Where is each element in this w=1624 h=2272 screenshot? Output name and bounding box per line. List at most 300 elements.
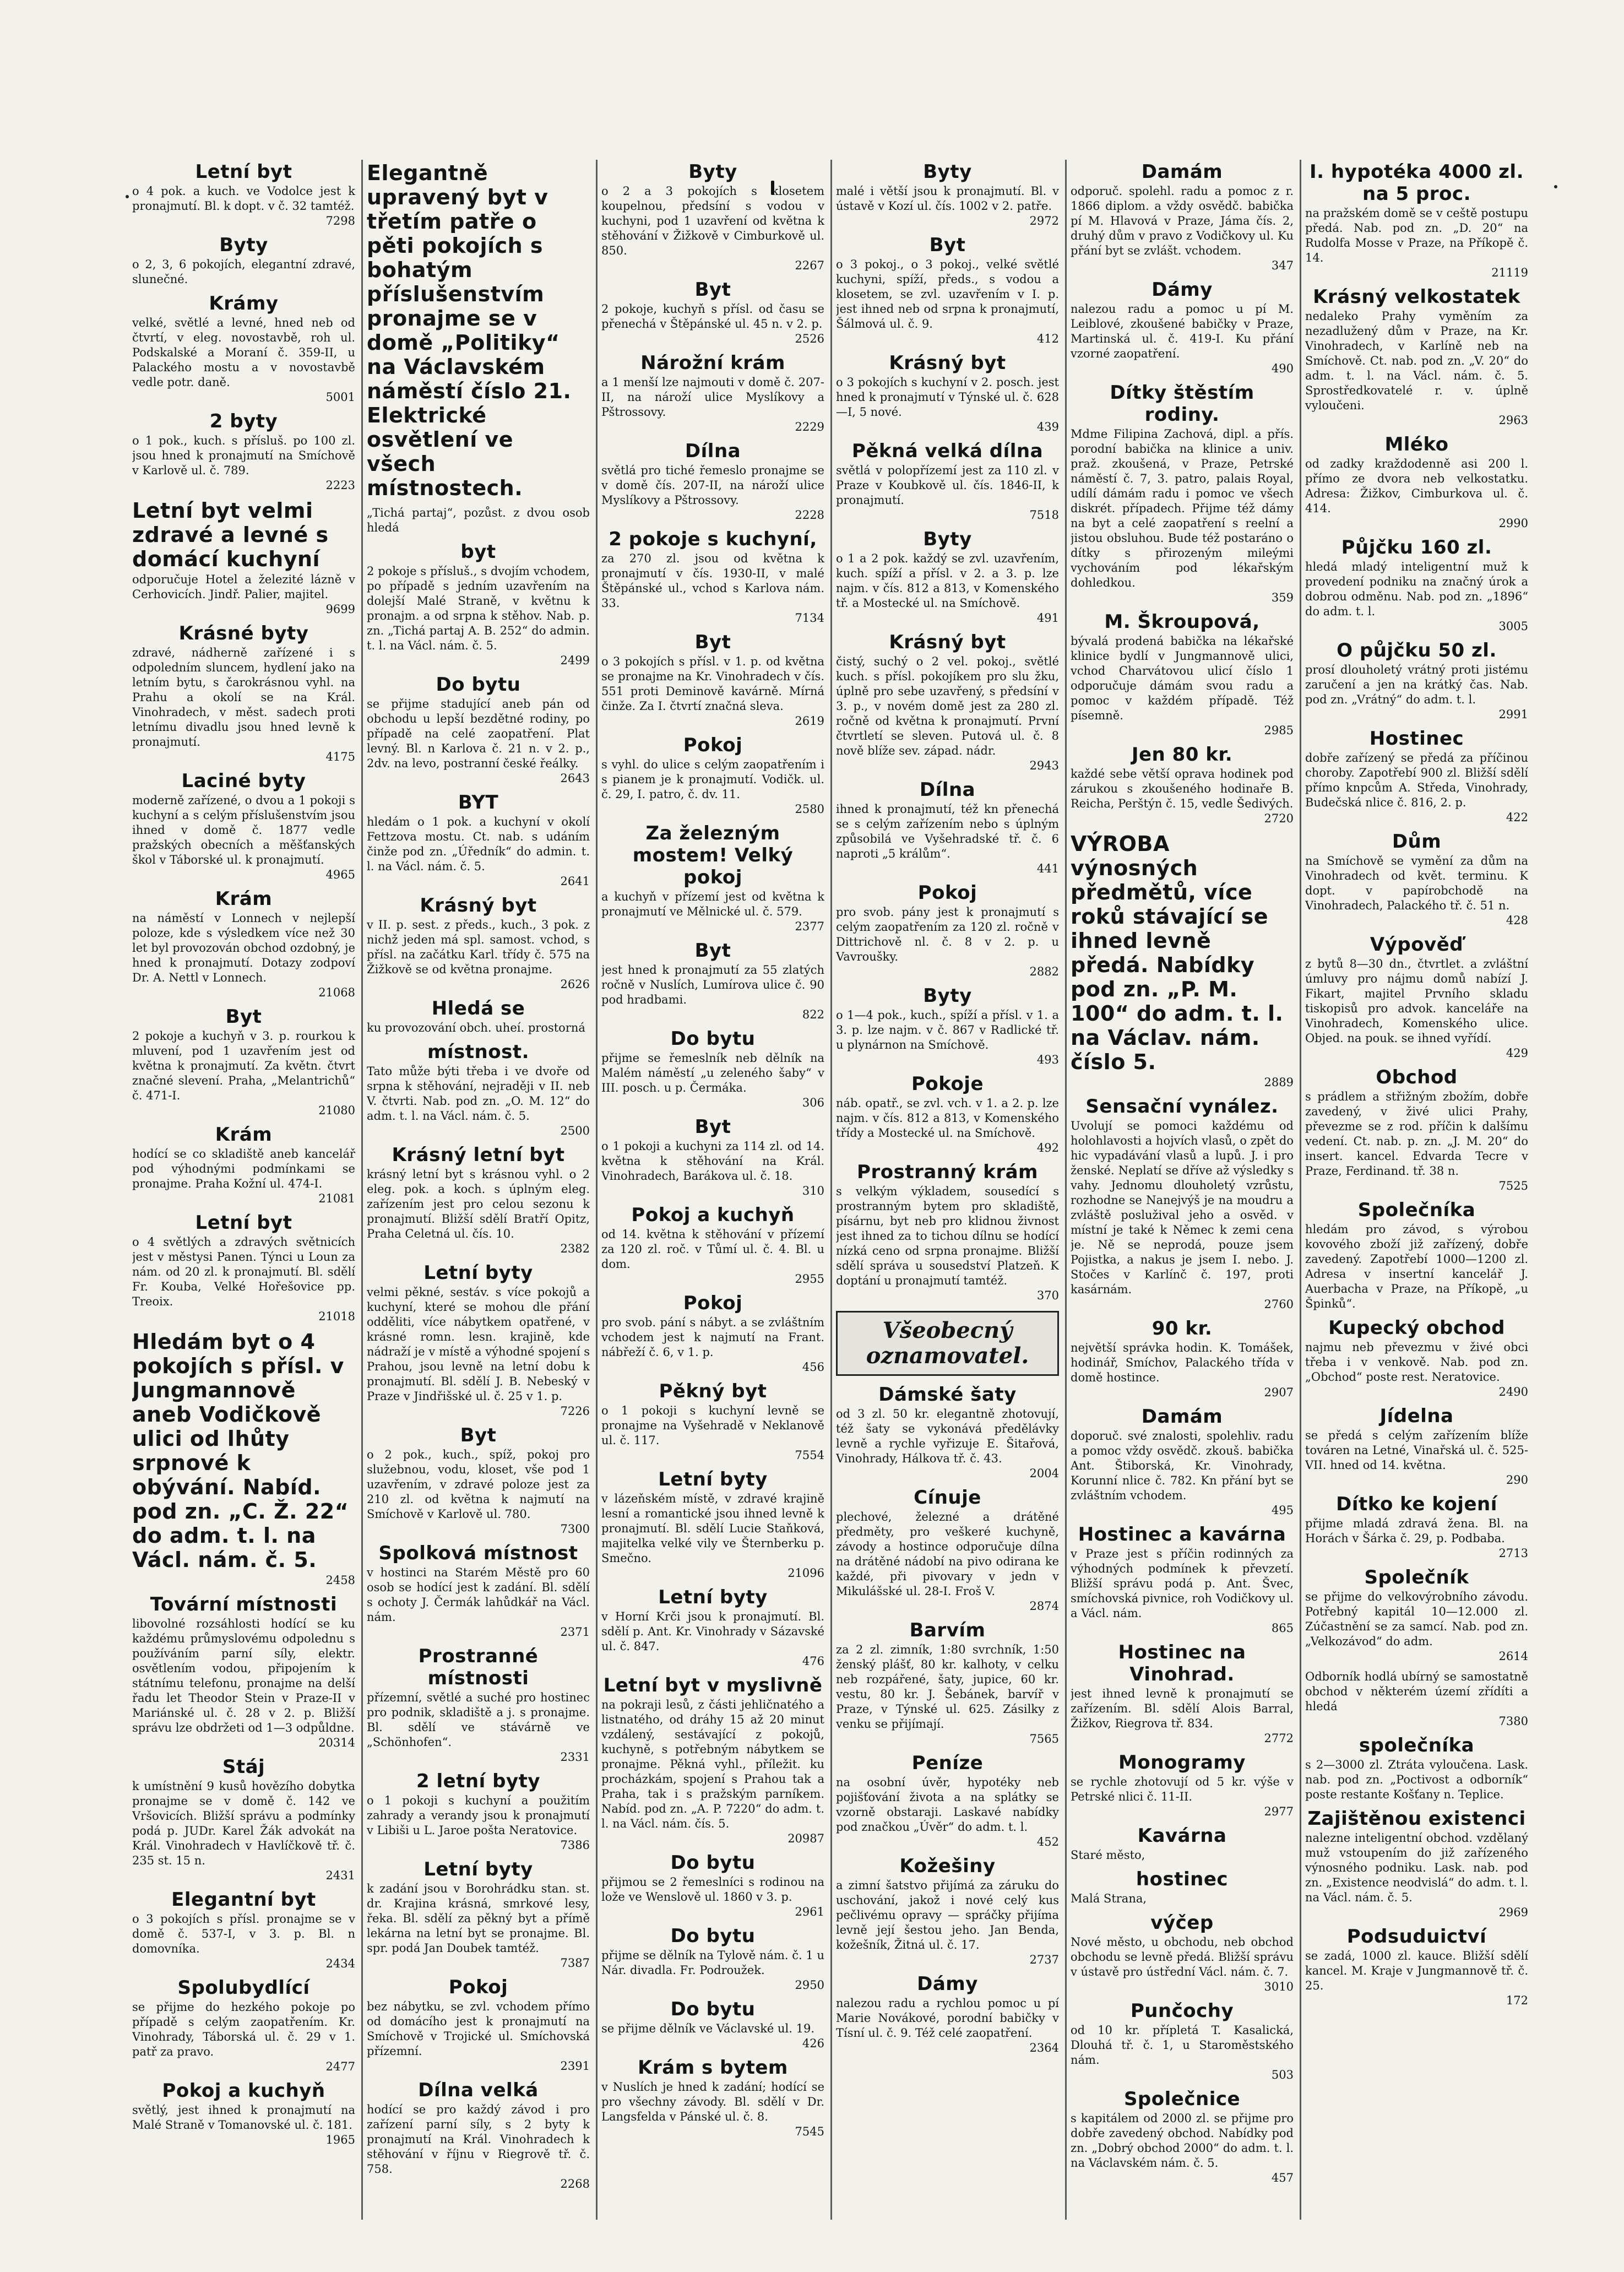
classified-ad <box>836 631 1059 773</box>
ad-body: Staré město, <box>1071 1848 1145 1862</box>
ad-body: na Smíchově se vymění za dům na Vinohradech od květ. terminu. K dopt. v papírobchodě na Vinohradech, Palackého tř. č. 51 n. <box>1305 854 1528 912</box>
ad-heading: Kavárna <box>1137 1825 1227 1847</box>
ad-number: 21080 <box>318 1104 355 1117</box>
ad-heading: M. Škroupová, <box>1104 611 1260 633</box>
ad-body: se přijme do hezkého pokoje po případě s celým zaopatřením. Kr. Vinohrady, Táborská ul. č. 29 v 1. patř za pravo. <box>132 2000 355 2058</box>
ad-body: přízemní, světlé a suché pro hostinec pro podnik, skladiště a j. s pronajme. Bl. sdělí ve stávárně ve „Schönhofen“. <box>367 1691 590 1749</box>
ad-number: 2614 <box>1498 1650 1528 1663</box>
ad-body: s velkým výkladem, sousedící s prostranným bytem pro skladiště, písárnu, byt neb pro klidnou živnost jest ihned za to tichou dílnu se hodící nízká ceno od srpna pronajme. Bližší sdělí správa u sousedství Platzeň. K doptání u pronajmutí tamtéž. <box>836 1185 1059 1287</box>
classified-ad <box>1071 1912 1294 1994</box>
classified-ad <box>132 410 355 493</box>
ad-heading: Byt <box>694 1116 731 1138</box>
classified-ad <box>1305 1926 1528 2008</box>
classified-ad <box>601 1116 824 1199</box>
ad-number: 2431 <box>325 1869 355 1882</box>
ad-number: 492 <box>1036 1141 1059 1154</box>
ad-number: 2477 <box>325 2060 355 2073</box>
ad-heading: Krásný byt <box>889 352 1006 374</box>
ad-body: velké, světlé a levné, hned neb od čtvrtí, v eleg. novostavbě, roh ul. Podskalské a Moraní č. 359-II, u Palackého mostu a v novostavbě vedle potr. daně. <box>132 316 355 389</box>
ad-number: 429 <box>1506 1046 1528 1060</box>
ad-body: z bytů 8—30 dn., čtvrtlet. a zvláštní úmluvy pro nájmu domů nabízí J. Fikart, majitel Prvního skladu tiskopisů pro advok. kanceláře na Vinohradech, Komenského ulice. Objed. na pouk. se ihned vyřídí. <box>1305 957 1528 1045</box>
ad-heading: Letní byt <box>195 1212 292 1234</box>
ad-body: v Horní Krči jsou k pronajmutí. Bl. sdělí p. Ant. Kr. Vinohrady v Sázavské ul. č. 847. <box>601 1610 824 1653</box>
ad-body: o 1—4 pok., kuch., spíží a přísl. v 1. a 3. p. lze najm. v č. 867 v Radlické tř. u plynárnon na Smíchově. <box>836 1008 1059 1051</box>
ad-body: každé sebe větší oprava hodinek pod zárukou s zkoušeného hodinaře B. Reicha, Perštýn č. 15, vedle Šedivých. <box>1071 767 1294 810</box>
ad-number: 2874 <box>1029 1599 1059 1613</box>
classified-ad <box>367 1770 590 1853</box>
ad-number: 2371 <box>560 1625 590 1639</box>
ad-number: 865 <box>1271 1622 1294 1635</box>
ad-heading: výčep <box>1150 1912 1214 1934</box>
ad-heading: Krám <box>215 888 273 910</box>
classified-ad <box>601 1380 824 1463</box>
ad-body: jest hned k pronajmutí za 55 zlatých ročně v Nuslích, Lumírova ulice č. 90 pod hradbami. <box>601 963 824 1006</box>
ad-number: 306 <box>802 1096 824 1109</box>
ad-number: 2907 <box>1264 1386 1294 1399</box>
ad-heading: Jen 80 kr. <box>1131 744 1233 766</box>
ad-body: s kapitálem od 2000 zl. se přijme pro dobře zavedený obchod. Nabídky pod zn. „Dobrý obchod 2000“ do adm. t. l. na Václavském nám. č. 5. <box>1071 2112 1294 2170</box>
classified-ad <box>836 779 1059 876</box>
ad-heading: Letní byty <box>658 1468 768 1490</box>
column-5 <box>1071 160 1294 2242</box>
ad-body: Nové město, u obchodu, neb obchod obchodu se levně předá. Bližší správu v ústavě pro ústřední Václ. nám. č. 7. <box>1071 1935 1294 1978</box>
ad-heading: Krásný byt <box>420 894 537 917</box>
classified-ad <box>601 1925 824 1993</box>
ad-number: 21068 <box>318 986 355 999</box>
classified-ad <box>601 161 824 273</box>
classified-ad <box>132 1889 355 1971</box>
ad-body: o 1 pok., kuch. s přísluš. po 100 zl. jsou hned k pronajmutí na Smíchově v Karlově ul. č. 789. <box>132 434 355 477</box>
ad-heading: Dílna velká <box>418 2079 539 2101</box>
classified-ad <box>132 1006 355 1118</box>
ad-body: za 270 zl. jsou od května k pronajmutí v čís. 1930-II, v malé Štěpánské ul., vchod s Karlova nám. 33. <box>601 552 824 610</box>
ad-number: 2963 <box>1498 414 1528 427</box>
ad-heading: 2 pokoje s kuchyní, <box>609 528 817 550</box>
ad-body: hledám pro závod, s výrobou kovového zboží již zařízený, dobře zavedený. Zapotřebí 1000—1200 zl. Adresa v insertní kancelář J. Auerbacha v Praze, na Příkopě, „u Špinků“. <box>1305 1223 1528 1310</box>
ad-body: nalezou radu a pomoc u pí M. Leiblové, zkoušené babičky v Praze, Martinská ul. č. 419-I. Ku přání vzorné zaopatření. <box>1071 302 1294 360</box>
ad-number: 20987 <box>787 1832 824 1845</box>
ad-number: 2772 <box>1264 1732 1294 1745</box>
ad-number: 2499 <box>560 654 590 667</box>
ad-heading: Barvím <box>909 1619 986 1641</box>
ad-number: 422 <box>1506 811 1528 824</box>
ad-number: 2500 <box>560 1124 590 1137</box>
ad-body: jest ihned levně k pronajmutí se zařízením. Bl. sdělí Alois Barral, Žižkov, Riegrova tř. 834. <box>1071 1687 1294 1730</box>
classified-ad <box>132 161 355 229</box>
ad-heading: Byty <box>688 161 737 183</box>
ad-number: 5001 <box>325 391 355 404</box>
ad-heading: Krásný velkostatek <box>1313 286 1520 308</box>
classified-ad <box>836 1161 1059 1303</box>
classified-ad <box>601 440 824 523</box>
ad-number: 2619 <box>795 714 824 728</box>
ad-number: 2434 <box>325 1957 355 1970</box>
ad-number: 2490 <box>1498 1385 1528 1398</box>
ad-number: 428 <box>1506 914 1528 927</box>
ad-heading: Letní byt velmi zdravé a levné s domácí kuchyní <box>132 498 329 571</box>
classified-ad <box>836 1384 1059 1481</box>
ad-heading: hostinec <box>1136 1868 1229 1890</box>
ad-number: 2382 <box>560 1242 590 1255</box>
ad-heading: Krásný byt <box>889 631 1006 653</box>
ad-body: s vyhl. do ulice s celým zaopatřením i s pianem je k pronajmutí. Vodičk. ul. č. 29, I. patro, č. dv. 11. <box>601 758 824 801</box>
classified-ad <box>1071 1523 1294 1636</box>
classified-ad <box>367 1858 590 1971</box>
ad-body: hodící se pro každý závod i pro zařízení parní síly, s 2 byty k pronajmutí na Král. Vinohradech k stěhování v říjnu v Riegrově tř. č. 758. <box>367 2103 590 2176</box>
ad-number: 441 <box>1036 862 1059 875</box>
classified-ad <box>1305 831 1528 928</box>
ad-heading: Do bytu <box>436 674 521 696</box>
ad-body: a zimní šatstvo přijímá za záruku do uschování, jakož i nové celý kus pečlivému opravy — spráčky přijíma levně její šestou jeho. Jan Benda, kožešník, Žitná ul. č. 17. <box>836 1879 1059 1951</box>
classified-ad <box>1071 744 1294 826</box>
ad-heading: Dům <box>1392 831 1442 853</box>
classified-ad <box>836 1855 1059 1967</box>
ad-body: velmi pěkné, sestáv. s více pokojů a kuchyní, které se mohou dle přání odděliti, více nábytkem opatřené, v krásné romn. lesn. krajině, kde nádraží je v místě a výhodné spojení s Prahou, jsou levně na letní dobu k pronajmutí. Bl. sdělí J. B. Nebeský v Praze v Jindřišské ul. č. 25 v 1. p. <box>367 1286 590 1403</box>
ad-number: 2526 <box>795 332 824 345</box>
ad-heading: Damám <box>1141 161 1223 183</box>
ad-heading: Byty <box>923 528 972 550</box>
classified-ad <box>1305 536 1528 634</box>
ad-heading: 2 byty <box>209 410 278 432</box>
classified-ad <box>836 1619 1059 1747</box>
column-rule <box>361 160 363 2220</box>
ad-heading: Spolková místnost <box>378 1542 578 1564</box>
ad-number: 476 <box>802 1655 824 1668</box>
print-dot <box>1554 185 1557 188</box>
ad-number: 495 <box>1271 1504 1294 1517</box>
ad-body: od 10 kr. přípletá T. Kasalická, Dlouhá tř. č. 1, u Staroměstského nám. <box>1071 2024 1294 2067</box>
ad-body: prosí dlouholetý vrátný proti jistému zaručení a jen na krátký čas. Nab. pod zn. „Vrátný“ do adm. t. l. <box>1305 663 1528 706</box>
ad-number: 2950 <box>795 1978 824 1992</box>
ad-body: Tato může býti třeba i ve dvoře od srpna k stěhování, nejraději v II. neb V. čtvrti. Nab. pod zn. „O. M. 12“ do adm. t. l. na Václ. nám. č. 5. <box>367 1065 590 1123</box>
classified-ad <box>1071 1825 1294 1863</box>
ad-heading: Hostinec <box>1369 728 1464 750</box>
classified-ad <box>836 440 1059 523</box>
classified-ad <box>367 791 590 889</box>
ad-heading: Společníka <box>1357 1199 1476 1221</box>
ad-heading: Pokoj <box>683 1292 743 1314</box>
ad-body: zdravé, nádherně zařízené i s odpoledním sluncem, hydlení jako na letním bytu, s čarokrásnou vyhl. na Prahu a okolí se na Král. Vinohradech, v měst. sadech proti letnímu divadlu jsou hned levně k pronajmutí. <box>132 646 355 749</box>
classified-ad <box>1305 1493 1528 1561</box>
classified-ad <box>836 161 1059 229</box>
column-2 <box>367 160 590 2242</box>
classified-ad <box>1071 1641 1294 1746</box>
ad-body: za 2 zl. zimník, 1:80 svrchník, 1:50 ženský plášť, 80 kr. kalhoty, v celku neb rozpářené, šaty, jupice, 60 kr. vestu, 80 kr. J. Šebánek, barvíř v Praze, v Týnské ul. 625. Zásilky z venku se přijímají. <box>836 1643 1059 1731</box>
classified-ad <box>1305 161 1528 280</box>
ad-number: 2626 <box>560 978 590 991</box>
ad-heading: Výpověď <box>1370 934 1464 956</box>
classified-ad <box>132 1756 355 1883</box>
ad-heading: Společnice <box>1123 2088 1241 2110</box>
ad-number: 2458 <box>325 1574 355 1587</box>
classified-ad <box>1071 1096 1294 1312</box>
classified-ad <box>836 1487 1059 1614</box>
ad-heading: Letní byty <box>423 1262 533 1284</box>
ad-body: k zadání jsou v Borohrádku stan. st. dr. Krajina krásná, smrkové lesy, řeka. Bl. sdělí za pěkný byt a přímě lekárna na letní byt se pronajme. Bl. spr. podá Jan Doubek tamtéž. <box>367 1882 590 1955</box>
ad-heading: Elegantní byt <box>171 1889 316 1911</box>
ad-heading: Krásné byty <box>178 622 309 644</box>
ad-heading: Tovární místnosti <box>150 1593 338 1615</box>
ad-number: 347 <box>1271 259 1294 272</box>
ad-heading: Dílna <box>919 779 976 801</box>
classified-ad <box>601 279 824 346</box>
classified-ad <box>1305 1808 1528 1920</box>
classified-ad <box>132 888 355 1000</box>
ad-body: bývalá prodená babička na lékařské klinice bydlí v Jungmannově ulici, vchod Charvátovou ulicí číslo 1 odporučuje dámám svou radu a pomoc v každém případě. Též písemně. <box>1071 635 1294 722</box>
ad-heading: Byt <box>460 1424 497 1446</box>
classified-ad <box>367 1041 590 1138</box>
classified-ad <box>601 1292 824 1375</box>
ad-number: 2377 <box>795 920 824 933</box>
classified-ad <box>836 1311 1059 1376</box>
ad-body: libovolné rozsáhlosti hodící se ku každému průmyslovému odpolednu s používáním parní síly, elektr. osvětlením vodou, připojením k státnímu telefonu, pronajme na delší řadu let Theodor Stein v Praze-II v Mariánské ul. č. 28 v 2. p. Bližší správu lze obdržeti od 1—3 odpůldne. <box>132 1617 355 1734</box>
ad-body: se přijme dělník ve Václavské ul. 19. <box>601 2022 815 2035</box>
classified-ad <box>601 631 824 729</box>
ad-heading: Peníze <box>911 1752 984 1774</box>
ad-heading: BYT <box>458 791 499 814</box>
classified-ad <box>367 1424 590 1537</box>
ad-number: 2228 <box>795 508 824 522</box>
classified-ad <box>1305 1199 1528 1311</box>
ad-heading: Společník <box>1364 1566 1469 1588</box>
ad-heading: Byt <box>929 234 966 256</box>
ad-body: o 1 pokoji a kuchyni za 114 zl. od 14. května k stěhování na Král. Vinohradech, Barákova ul. č. 18. <box>601 1140 824 1183</box>
ad-body: v II. p. sest. z předs., kuch., 3 pok. z nichž jeden má spl. samost. vchod, s přísl. na začátku Karl. třídy č. 575 na Žižkově se od května pronajme. <box>367 918 590 976</box>
ad-number: 2969 <box>1498 1906 1528 1919</box>
classified-ad <box>836 234 1059 346</box>
ad-body: se předá s celým zařízením blíže továren na Letné, Vinařská ul. č. 525-VII. hned od 14. května. <box>1305 1429 1528 1472</box>
classified-ad <box>1305 433 1528 531</box>
ad-body: Odborník hodlá ubírný se samostatně obchod v některém území zřídíti a hledá <box>1305 1670 1528 1713</box>
ad-number: 2643 <box>560 772 590 785</box>
ad-number: 2391 <box>560 2059 590 2073</box>
column-rule <box>830 160 832 2220</box>
ad-number: 2364 <box>1029 2041 1059 2054</box>
classified-ad <box>367 1976 590 2074</box>
ad-body: 2 pokoje a kuchyň v 3. p. rourkou k mluvení, pod 1 uzavřením jest od května k pronajmutí. Za květn. čtvrt značné slevení. Praha, „Melantrichů“ č. 471-I. <box>132 1029 355 1102</box>
ad-heading: 90 kr. <box>1152 1317 1213 1340</box>
classified-ad <box>1305 1317 1528 1400</box>
ad-heading: Pokoj <box>917 882 977 904</box>
classified-ad <box>601 1998 824 2051</box>
classified-ad <box>367 674 590 786</box>
ad-body: k umístnění 9 kusů hovězího dobytka pronajme se v domě č. 142 ve Vršovicích. Bližší správu a podmínky podá p. JUDr. Karel Žák advokát na Král. Vinohradech v Havlíčkově tř. č. 235 st. 15 n. <box>132 1780 355 1867</box>
ad-number: 456 <box>802 1360 824 1374</box>
ad-body: hledá mladý inteligentní muž k provedení podniku na značný úrok a dobrou odměnu. Nab. pod zn. „1896“ do adm. t. l. <box>1305 560 1528 618</box>
ad-number: 452 <box>1036 1835 1059 1848</box>
ad-heading: Dítko ke kojení <box>1336 1493 1497 1515</box>
ad-heading: Byty <box>923 161 972 183</box>
ad-number: 2990 <box>1498 517 1528 530</box>
ad-body: moderně zařízené, o dvou a 1 pokoji s kuchyní a s celým příslušenstvím jsou ihned v domě č. 1877 vedle pražských obecních a měšťanských škol v Táborské ul. k pronajmutí. <box>132 794 355 866</box>
ad-body: dobře zařízený se předá za příčinou choroby. Zapotřebí 900 zl. Bližší sdělí přímo knpcům A. Středa, Vinohrady, Budečská nlice č. 816, 2. p. <box>1305 751 1528 809</box>
ad-number: 2720 <box>1264 812 1294 825</box>
ad-body: o 2, 3, 6 pokojích, elegantní zdravé, slunečné. <box>132 258 355 286</box>
ad-body: světlá v polopřízemí jest za 110 zl. v Praze v Koubkově ul. čís. 1846-II, k pronajmutí. <box>836 464 1059 507</box>
ad-body: najmu neb převezmu v živé obci třeba i v venkově. Nab. pod zn. „Obchod“ poste rest. Neratovice. <box>1305 1341 1528 1384</box>
ad-number: 2229 <box>795 420 824 433</box>
ad-number: 2889 <box>1264 1076 1294 1089</box>
ad-heading: místnost. <box>427 1041 530 1063</box>
classified-ad <box>601 528 824 626</box>
classified-ad <box>1305 639 1528 722</box>
ad-heading: Krám <box>215 1124 273 1146</box>
ad-heading: Krámy <box>209 292 279 314</box>
ad-number: 21081 <box>318 1192 355 1205</box>
classified-ad <box>1071 832 1294 1090</box>
ad-number: 359 <box>1271 591 1294 604</box>
ad-body: plechové, železné a drátěné předměty, pro veškeré kuchyně, závody a hostince odporučuje dílna na drátěné nádobí na pivo odirana ke každé, při pivovary v jedn v Mikulášské ul. 28-I. Froš V. <box>836 1510 1059 1598</box>
ad-body: se zadá, 1000 zl. kauce. Bližší sdělí kancel. M. Kraje v Jungmannově tř. č. 25. <box>1305 1949 1528 1992</box>
ad-heading: Cínuje <box>914 1487 981 1509</box>
ad-body: o 3 pokojích s přísl. v 1. p. od května se pronajme na Kr. Vinohradech v čís. 551 proti Deminově kavárně. Mírná činže. Za I. čtvrtí značná sleva. <box>601 655 824 713</box>
classified-ad <box>601 1586 824 1669</box>
classified-ad <box>1071 2088 1294 2186</box>
classified-ad <box>1305 1405 1528 1488</box>
ad-number: 4175 <box>325 750 355 763</box>
ad-number: 7545 <box>795 2125 824 2138</box>
ad-body: o 3 pokojích s přísl. pronajme se v domě č. 537-I, v 3. p. Bl. n domovníka. <box>132 1912 355 1955</box>
ad-number: 493 <box>1036 1053 1059 1066</box>
ad-number: 2943 <box>1029 759 1059 772</box>
classified-ad <box>836 985 1059 1067</box>
ad-body: hledám o 1 pok. a kuchyní v okolí Fettzova mostu. Ct. nab. s udáním činže pod zn. „Úředník“ do admin. t. l. na Václ. nám. č. 5. <box>367 815 590 873</box>
ad-number: 439 <box>1036 420 1059 433</box>
ad-body: malé i větší jsou k pronajmutí. Bl. v ústavě v Kozí ul. čís. 1002 v 2. patře. <box>836 185 1059 213</box>
classified-ad <box>1071 2000 1294 2083</box>
classified-ad <box>601 1468 824 1581</box>
ad-number: 2267 <box>795 259 824 272</box>
column-rule <box>596 160 598 2220</box>
ad-body: o 3 pokojích s kuchyní v 2. posch. jest hned k pronajmutí v Týnské ul. č. 628—I, 5 nové. <box>836 376 1059 419</box>
ad-heading: Mléko <box>1384 433 1449 456</box>
ad-number: 3010 <box>1264 1980 1294 1993</box>
ad-number: 822 <box>802 1008 824 1021</box>
ad-number: 457 <box>1271 2171 1294 2184</box>
classified-ad <box>1305 1734 1528 1802</box>
ad-heading: Letní byt <box>195 161 292 183</box>
ad-body: se přijme stadující aneb pán od obchodu u lepší bezdětné rodiny, po případě na celé zaopatření. Plat levný. Bl. n Karlova č. 21 n. v 2. p., 2dv. na levo, postranní české řeálky. <box>367 697 590 770</box>
ad-number: 7554 <box>795 1449 824 1462</box>
classified-ad <box>1305 1669 1528 1729</box>
ad-number: 2331 <box>560 1750 590 1764</box>
ad-heading: Zajištěnou existenci <box>1307 1808 1526 1830</box>
ad-body: odporučuje Hotel a železité lázně v Cerhovicích. Jindř. Palier, majitel. <box>132 573 355 601</box>
ad-number: 2580 <box>795 802 824 816</box>
classified-ad <box>836 1752 1059 1850</box>
ad-heading: Do bytu <box>670 1998 756 2020</box>
ad-body: 2 pokoje, kuchyň s přísl. od času se přenechá v Štěpánské ul. 45 n. v 2. p. <box>601 302 824 330</box>
classified-ad <box>132 1977 355 2074</box>
ad-body: v hostinci na Starém Městě pro 60 osob se hodící jest k zadání. Bl. sdělí s ochoty J. Čermák lahůdkář na Václ. nám. <box>367 1566 590 1624</box>
column-4 <box>836 160 1059 2242</box>
classified-ad <box>132 770 355 882</box>
ad-body: odporuč. spolehl. radu a pomoc z r. 1866 diplom. a vždy osvědč. babička pí M. Hlavová v Praze, Jáma čís. 2, druhý dům v pravo z Vodičkovy ul. Ku přání byt se zvlášt. vchodem. <box>1071 185 1294 257</box>
ad-number: 9699 <box>325 603 355 616</box>
ad-number: 2641 <box>560 875 590 888</box>
ad-number: 7386 <box>560 1839 590 1852</box>
ad-body: na pokraji lesů, z části jehličnatého a listnatého, od dráhy 15 až 20 minut vzdálený, sestávající z pokojů, kuchyně, s potřebným nábytkem se pronajme. Pěkná vyhl., příležit. ku procházkám, spojení s Prahou tak a Praha, tak i s pražským parníkem. Nabíd. pod zn. „A. P. 7220“ do adm. t. l. na Václ. nám. čís. 5. <box>601 1698 824 1830</box>
classified-ad <box>132 622 355 764</box>
classified-ad <box>601 734 824 817</box>
classified-ad <box>1071 611 1294 738</box>
ad-heading: Hostinec na Vinohrad. <box>1118 1641 1246 1685</box>
ad-body: „Tichá partaj“, pozůst. z dvou osob hledá <box>367 506 590 534</box>
ad-heading: Sensační vynález. <box>1085 1096 1279 1118</box>
ad-body: přijme se řemeslník neb dělník na Malém náměstí „u zeleného šaby“ v III. posch. u p. Čermáka. <box>601 1051 824 1094</box>
ad-number: 7300 <box>560 1522 590 1536</box>
ad-heading: Krám s bytem <box>638 2057 788 2079</box>
ad-heading: Pokoj a kuchyň <box>162 2080 325 2102</box>
classified-ad <box>1071 1868 1294 1906</box>
ad-heading: Hledám byt o 4 pokojích s přísl. v Jungmannově aneb Vodičkově ulici od lhůty srpnové k obývání. Nabíd. pod zn. „C. Ž. 22“ do adm. t. l. na Václ. nám. č. 5. <box>132 1330 349 1572</box>
newspaper-page <box>132 138 1528 2220</box>
ad-body: o 4 světlých a zdravých světnicích jest v městysi Panen. Týnci u Loun za nám. od 20 zl. k pronajmutí. Bl. sdělí Fr. Kouba, Velké Hořešovice pp. Treoix. <box>132 1235 355 1308</box>
column-1 <box>132 160 355 2242</box>
ad-body: nalezou radu a rychlou pomoc u pí Marie Novákové, porodní babičky v Tísní ul. č. 9. Též celé zaopatření. <box>836 1997 1059 2040</box>
ad-body: nalezne inteligentní obchod. vzdělaný muž vstoupením do již zařízeného výnosného podniku. Lask. nab. pod zn. „Existence neodvislá“ do adm. t. l. na Václ. nám. č. 5. <box>1305 1831 1528 1904</box>
classified-ad <box>132 1330 355 1588</box>
ad-number: 2977 <box>1264 1805 1294 1818</box>
ad-body: Malá Strana, <box>1071 1892 1147 1905</box>
classified-ad <box>132 292 355 405</box>
ad-heading: Byty <box>219 234 268 256</box>
ad-body: světlý, jest ihned k pronajmutí na Malé Straně v Tomanovské ul. č. 181. <box>132 2103 355 2132</box>
ad-heading: Monogramy <box>1118 1752 1246 1774</box>
ad-number: 2737 <box>1029 1953 1059 1966</box>
classified-ad <box>601 1028 824 1110</box>
ad-heading: byt <box>460 541 496 563</box>
classified-ad <box>367 1542 590 1640</box>
ad-number: 21018 <box>318 1310 355 1323</box>
classified-ad <box>1071 161 1294 273</box>
ad-heading: Kupecký obchod <box>1328 1317 1505 1339</box>
ad-heading: I. hypotéka 4000 zl. na 5 proc. <box>1310 161 1524 205</box>
classified-ad <box>836 528 1059 626</box>
classified-ad <box>836 882 1059 979</box>
ad-body: a 1 menší lze najmouti v domě č. 207-II, na nároží ulice Myslíkovy a Pštrossovy. <box>601 376 824 419</box>
classified-ad <box>601 1204 824 1287</box>
classified-ad <box>367 1144 590 1256</box>
ad-number: 2713 <box>1498 1547 1528 1560</box>
ad-body: hodící se co skladiště aneb kancelář pod výhodnými podmínkami se pronajme. Praha Kožní ul. 474-I. <box>132 1147 355 1190</box>
classified-ad <box>601 1852 824 1919</box>
classified-ad <box>367 161 590 500</box>
classified-ad <box>132 1212 355 1324</box>
ad-body: přijmou se 2 řemeslníci s rodinou na lože ve Wenslově ul. 1860 v 3. p. <box>601 1875 824 1904</box>
ad-heading: Pokoj a kuchyň <box>631 1204 795 1226</box>
ad-body: největší správka hodin. K. Tomášek, hodinář, Smíchov, Palackého třída v domě hostince. <box>1071 1341 1294 1384</box>
ad-heading: Laciné byty <box>181 770 306 792</box>
ad-heading: Byt <box>694 631 731 653</box>
ad-body: o 4 pok. a kuch. ve Vodolce jest k pronajmutí. Bl. k dopt. v č. 32 tamtéž. <box>132 185 355 213</box>
ad-heading: společníka <box>1359 1734 1475 1756</box>
ad-body: čistý, suchý o 2 vel. pokoj., světlé kuch. s přísl. pokojíkem pro slu žku, úplně pro sebe uzavřený, s předsíní v 3. p., v novém domě jest za 280 zl. ročně od května k pronajmutí. První čtvrtletí se sleven. Putová ul. č. 8 nově blíže sev. západ. nádr. <box>836 655 1059 757</box>
ad-heading: Hledá se <box>431 997 525 1020</box>
ad-number: 4965 <box>325 868 355 881</box>
classified-ad <box>367 1262 590 1419</box>
ad-body: na osobní úvěr, hypotéky neb pojišťování života a na splátky se vzorně obstaraji. Laskavé nabídky pod značkou „Úvěr“ do adm. t. l. <box>836 1776 1059 1834</box>
ad-body: v Nuslích je hned k zadání; hodící se pro všechny závody. Bl. sdělí v Dr. Langsfelda v Pánské ul. č. 8. <box>601 2080 824 2123</box>
ad-number: 2955 <box>795 1272 824 1286</box>
ad-heading: Dítky štěstím rodiny. <box>1110 382 1254 426</box>
ad-number: 2223 <box>325 479 355 492</box>
ad-number: 7565 <box>1029 1732 1059 1745</box>
ad-body: a kuchyň v přízemí jest od května k pronajmutí ve Mělnické ul. č. 579. <box>601 890 824 918</box>
ad-number: 2985 <box>1264 724 1294 737</box>
ad-heading: Pokoje <box>911 1073 984 1095</box>
ad-number: 426 <box>802 2037 824 2050</box>
